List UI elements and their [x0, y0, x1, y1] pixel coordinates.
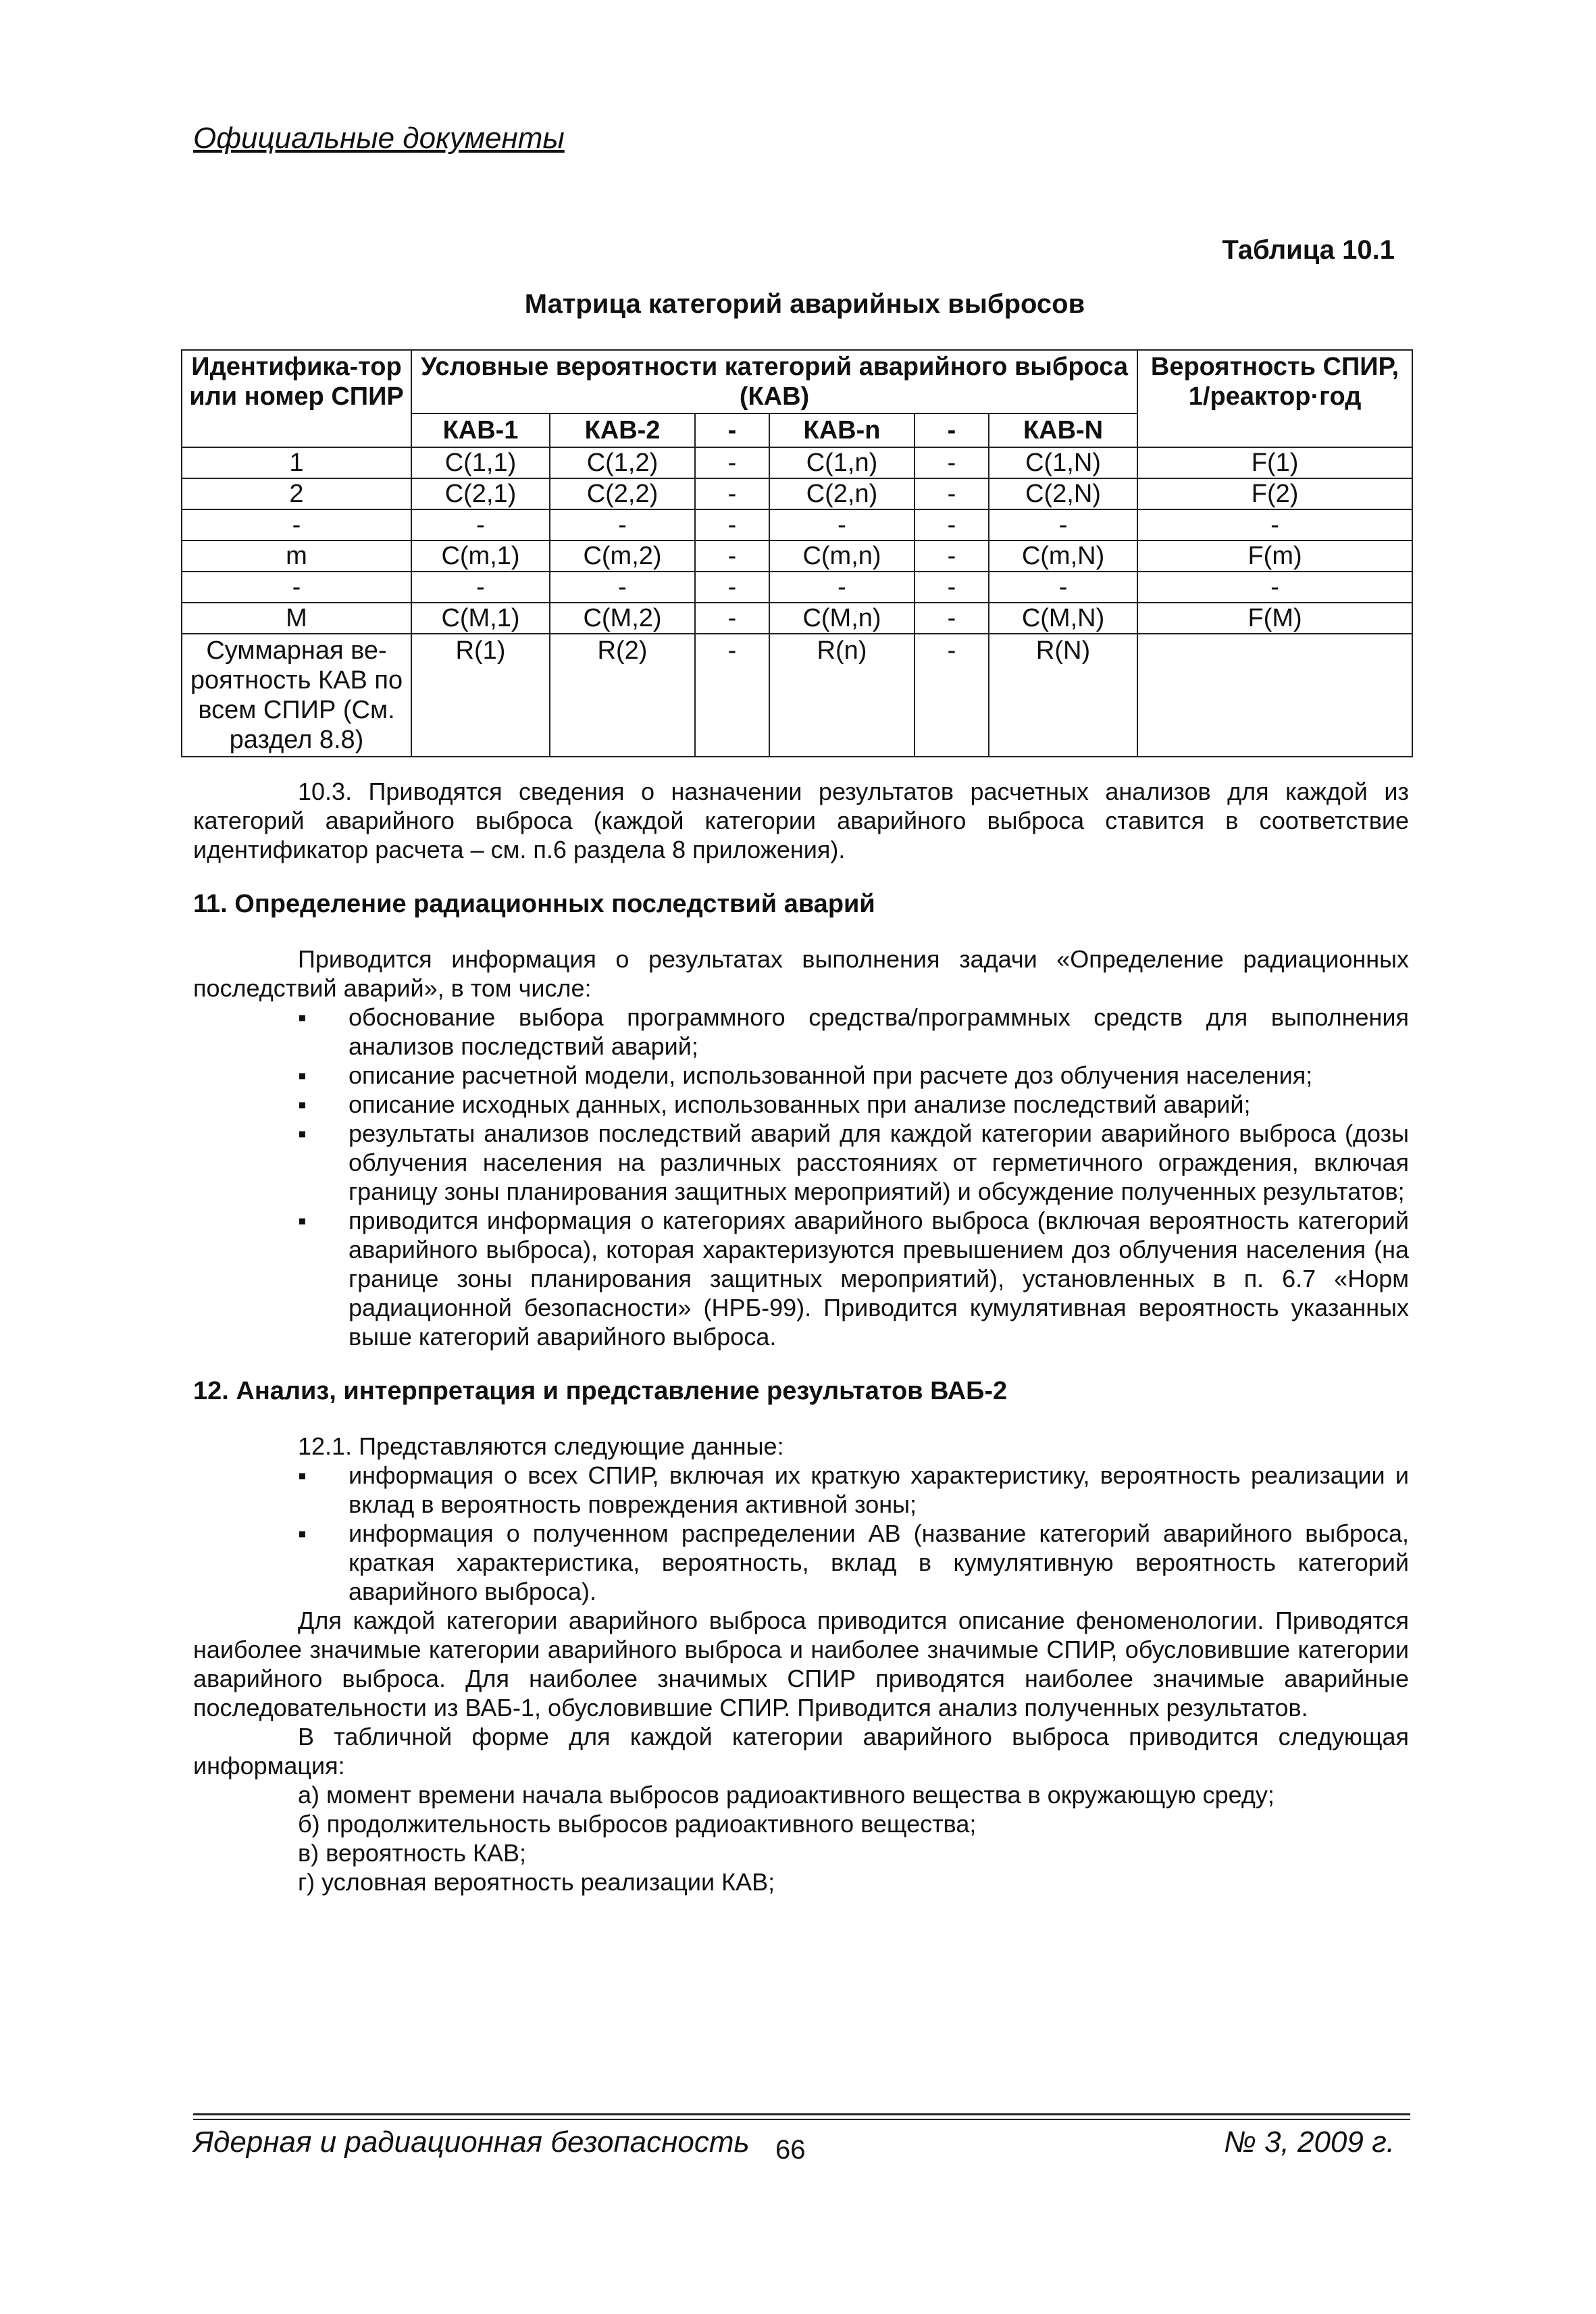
sum-row-label: Суммарная ве-роятность КАВ по всем СПИР (См. раздел 8.8): [182, 634, 411, 757]
table-cell: С(1,1): [411, 447, 550, 478]
list-item-text: информация о всех СПИР, включая их краткую характеристику, вероятность реализации и вклад в вероятность повреждения активной зоны;: [349, 1461, 1409, 1518]
list-item-text: приводится информация о категориях аварийного выброса (включая вероятность категорий аварийного выброса), которая характеризуются превышением доз облучения населения (на границе зоны планирования защитных мероприятий), установленных в п. 6.7 «Норм радиационной безопасности» (НРБ-99). Приводится кумулятивная вероятность указанных выше категорий аварийного выброса.: [349, 1207, 1409, 1351]
bullet-icon: ▪: [298, 1090, 307, 1118]
list-item-text: результаты анализов последствий аварий для каждой категории аварийного выброса (дозы облучения населения на различных расстояниях от герметичного ограждения, включая границу зоны планирования защитных мероприятий) и обсуждение полученных результатов;: [349, 1120, 1409, 1205]
subheader-cell: КАВ-2: [550, 413, 695, 447]
list-item: [193, 1119, 1409, 1206]
bullet-icon: ▪: [298, 1207, 307, 1234]
table-cell: С(M,N): [989, 603, 1137, 634]
table-cell: 1: [182, 447, 411, 478]
table-row: [182, 603, 1412, 634]
table-row: [182, 572, 1412, 603]
paragraph-table-form: В табличной форме для каждой категории аварийного выброса приводится следующая информация:: [193, 1723, 1409, 1780]
list-item: [193, 1519, 1409, 1606]
table-cell: -: [769, 509, 915, 540]
paragraph-phenomenology: Для каждой категории аварийного выброса приводится описание феноменологии. Приводятся наиболее значимые категории аварийного выброса и наиболее значимые СПИР, обусловившие категории аварийного выброса. Для наиболее значимых СПИР приводятся наиболее значимые аварийные последовательности из ВАБ-1, обусловившие СПИР. Приводится анализ полученных результатов.: [193, 1607, 1409, 1721]
table-number: Таблица 10.1: [1222, 235, 1395, 265]
table-cell: F(2): [1137, 478, 1412, 509]
section-11-title: 11. Определение радиационных последствий аварий: [193, 890, 875, 918]
table-cell: С(2,n): [769, 478, 915, 509]
table-row: [182, 540, 1412, 572]
table-cell: С(m,N): [989, 540, 1137, 572]
table-cell: R(1): [411, 634, 550, 757]
table-cell: -: [915, 634, 989, 757]
table-row: [182, 478, 1412, 509]
paragraph-12-1: 12.1. Представляются следующие данные:: [298, 1432, 784, 1460]
table-cell: С(M,2): [550, 603, 695, 634]
col-probability-header: Вероятность СПИР, 1/реактор·год: [1137, 350, 1412, 447]
table-cell: С(2,N): [989, 478, 1137, 509]
section-header-link[interactable]: Официальные документы: [193, 122, 565, 155]
table-cell: R(n): [769, 634, 915, 757]
table-caption: Матрица категорий аварийных выбросов: [524, 289, 1085, 319]
table-cell: -: [915, 540, 989, 572]
list-item: а) момент времени начала выбросов радиоактивного вещества в окружающую среду;: [298, 1781, 1275, 1809]
table-cell: F(m): [1137, 540, 1412, 572]
table-row: [182, 447, 1412, 478]
list-item: в) вероятность КАВ;: [298, 1839, 527, 1867]
table-cell: С(2,1): [411, 478, 550, 509]
table-cell: -: [915, 447, 989, 478]
section-11-bullet-list: [193, 1003, 1409, 1351]
footer-divider: [193, 2119, 1410, 2120]
table-cell: F(1): [1137, 447, 1412, 478]
list-item-text: обоснование выбора программного средства/программных средств для выполнения анализов последствий аварий;: [349, 1003, 1409, 1060]
list-item-text: описание расчетной модели, использованной при расчете доз облучения населения;: [349, 1061, 1313, 1089]
table-cell: -: [989, 572, 1137, 603]
table-cell: -: [695, 603, 769, 634]
subheader-cell: КАВ-n: [769, 413, 915, 447]
table-cell: -: [769, 572, 915, 603]
table-cell: -: [411, 572, 550, 603]
list-item: [193, 1003, 1409, 1061]
table-cell: -: [695, 509, 769, 540]
accident-release-matrix-table: [181, 349, 1413, 757]
table-cell: R(2): [550, 634, 695, 757]
bullet-icon: ▪: [298, 1003, 307, 1031]
table-cell: -: [695, 572, 769, 603]
subheader-cell: -: [695, 413, 769, 447]
table-cell: -: [550, 509, 695, 540]
table-cell: m: [182, 540, 411, 572]
subheader-cell: -: [915, 413, 989, 447]
subheader-cell: КАВ-1: [411, 413, 550, 447]
table-cell: -: [915, 478, 989, 509]
table-cell: -: [695, 540, 769, 572]
table-cell: С(m,n): [769, 540, 915, 572]
col-id-header: Идентифика-тор или номер СПИР: [182, 350, 411, 447]
subheader-cell: КАВ-N: [989, 413, 1137, 447]
table-cell: -: [182, 509, 411, 540]
list-item-text: описание исходных данных, использованных при анализе последствий аварий;: [349, 1090, 1251, 1118]
table-cell: С(M,n): [769, 603, 915, 634]
section-11-intro: Приводится информация о результатах выполнения задачи «Определение радиационных последствий аварий», в том числе:: [193, 945, 1409, 1002]
table-cell: -: [550, 572, 695, 603]
table-cell: -: [1137, 509, 1412, 540]
table-cell: R(N): [989, 634, 1137, 757]
footer-issue: № 3, 2009 г.: [1224, 2126, 1395, 2159]
table-cell: M: [182, 603, 411, 634]
paragraph-10-3: 10.3. Приводятся сведения о назначении результатов расчетных анализов для каждой из категорий аварийного выброса (каждой категории аварийного выброса ставится в соответствие идентификатор расчета – см. п.6 раздела 8 приложения).: [193, 778, 1409, 863]
table-row: [182, 509, 1412, 540]
table-cell: -: [695, 634, 769, 757]
table-cell: С(1,N): [989, 447, 1137, 478]
footer-journal-title: Ядерная и радиационная безопасность: [193, 2126, 750, 2159]
bullet-icon: ▪: [298, 1519, 307, 1547]
table-cell: С(m,2): [550, 540, 695, 572]
table-cell: -: [989, 509, 1137, 540]
table-cell: С(1,2): [550, 447, 695, 478]
table-cell: -: [915, 509, 989, 540]
table-cell: -: [695, 447, 769, 478]
footer-divider: [193, 2113, 1410, 2115]
table-cell: -: [182, 572, 411, 603]
col-conditional-header: Условные вероятности категорий аварийного выброса (КАВ): [411, 350, 1137, 413]
document-body: [193, 777, 1409, 1896]
bullet-icon: ▪: [298, 1461, 307, 1489]
table-cell: [1137, 634, 1412, 757]
table-cell: -: [915, 603, 989, 634]
list-item: [193, 1461, 1409, 1519]
table-sum-row: [182, 634, 1412, 757]
page-number: 66: [775, 2135, 806, 2165]
bullet-icon: ▪: [298, 1061, 307, 1089]
section-12-title: 12. Анализ, интерпретация и представление результатов ВАБ-2: [193, 1377, 1008, 1405]
table-cell: F(M): [1137, 603, 1412, 634]
table-cell: С(2,2): [550, 478, 695, 509]
list-item: б) продолжительность выбросов радиоактивного вещества;: [298, 1810, 977, 1838]
list-item: [193, 1090, 1409, 1119]
list-item-text: информация о полученном распределении АВ (название категорий аварийного выброса, краткая характеристика, вероятность, вклад в кумулятивную вероятность категорий аварийного выброса).: [349, 1519, 1409, 1605]
table-cell: С(1,n): [769, 447, 915, 478]
table-cell: -: [695, 478, 769, 509]
table-cell: 2: [182, 478, 411, 509]
table-cell: -: [411, 509, 550, 540]
table-cell: С(M,1): [411, 603, 550, 634]
table-cell: -: [1137, 572, 1412, 603]
bullet-icon: ▪: [298, 1120, 307, 1147]
list-item: г) условная вероятность реализации КАВ;: [298, 1868, 775, 1896]
section-12-bullet-list: [193, 1461, 1409, 1606]
table-cell: -: [915, 572, 989, 603]
list-item: [193, 1206, 1409, 1351]
list-item: [193, 1061, 1409, 1090]
table-cell: С(m,1): [411, 540, 550, 572]
